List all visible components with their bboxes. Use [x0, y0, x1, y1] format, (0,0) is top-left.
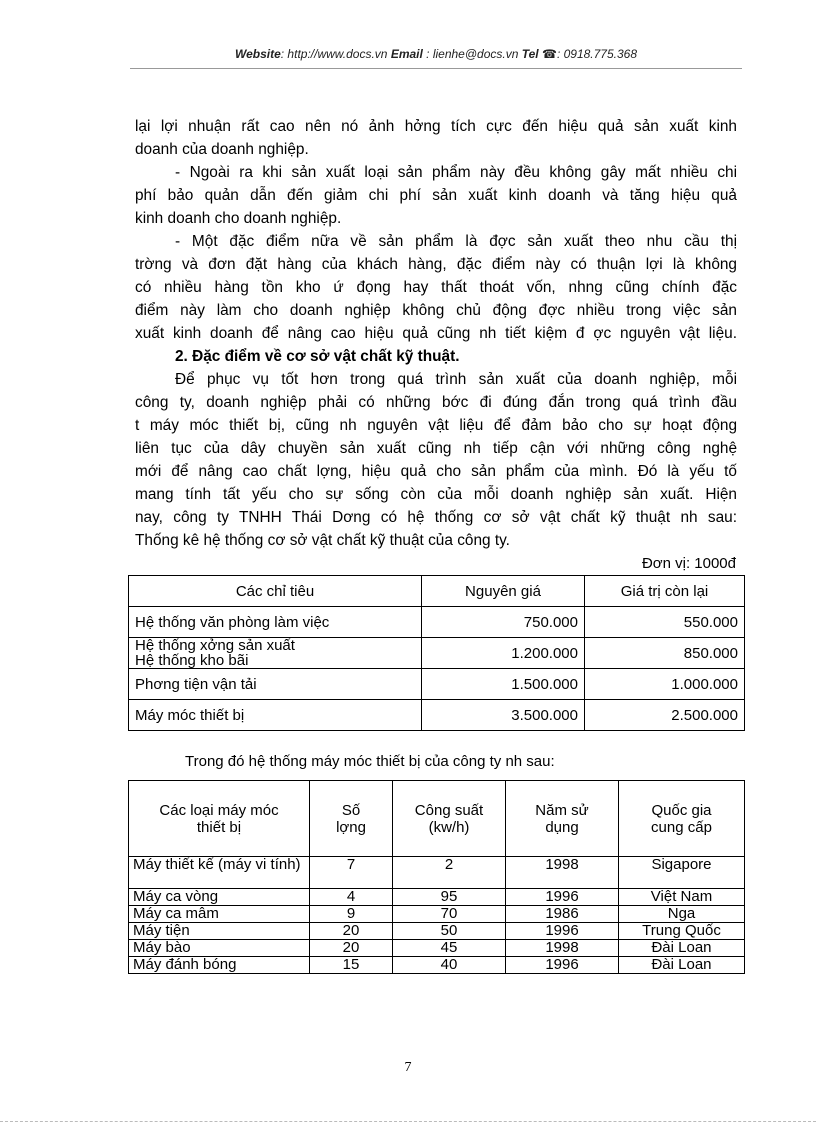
col-header — [310, 781, 393, 857]
table-cell: 45 — [393, 940, 506, 957]
col-header — [393, 781, 506, 857]
table-row — [129, 638, 745, 669]
table-cell: Máy ca mâm — [129, 906, 310, 923]
tel-label: Tel — [521, 47, 539, 61]
header-line: Các loại máy móc — [159, 801, 279, 819]
body-line: có nhiều hàng tồn kho ứ đọng hay thất thoát vốn, nhng cũng chính đặc — [135, 279, 737, 296]
table-header-row — [129, 781, 745, 857]
body-line: mới để nâng cao chất lợng, hiệu quả cho sản phẩm của mình. Đó là yếu tố — [135, 463, 737, 480]
table-cell: 1998 — [506, 857, 619, 889]
body-line: mang tính tất yếu cho sự sống còn của mỗi doanh nghiệp sản xuất. Hiện — [135, 486, 737, 503]
table-cell: Máy ca vòng — [129, 889, 310, 906]
table-cell: Phơng tiện vận tải — [129, 669, 422, 700]
body-line: điểm này làm cho doanh nghiệp không chủ động đợc nhiều trong việc sản — [135, 302, 737, 319]
col-header — [129, 781, 310, 857]
body-line: - Ngoài ra khi sản xuất loại sản phẩm này đều không gây mất nhiều chi — [175, 164, 737, 181]
table-cell: 40 — [393, 957, 506, 974]
table-cell: Trung Quốc — [619, 923, 745, 940]
table-row — [129, 857, 745, 889]
body-line: phí bảo quản dẫn đến giảm chi phí sản xuất kinh doanh và tăng hiệu quả — [135, 187, 737, 204]
table-header-row — [129, 576, 745, 607]
body-line: trờng và đơn đặt hàng của khách hàng, đặc điểm này có thuận lợi là không — [135, 256, 737, 273]
page-bottom-divider — [0, 1121, 816, 1122]
table-cell: 3.500.000 — [422, 700, 585, 731]
website-label: Website — [234, 47, 281, 61]
table-row — [129, 923, 745, 940]
table-cell: 9 — [310, 906, 393, 923]
table-cell: Máy đánh bóng — [129, 957, 310, 974]
equipment-table — [128, 780, 745, 974]
cell-line: Hệ thống kho bãi — [135, 652, 249, 669]
header-line: Số — [341, 801, 361, 819]
phone-icon: ☎ — [541, 47, 557, 61]
header-line: thiết bị — [196, 818, 242, 836]
table-cell: 70 — [393, 906, 506, 923]
body-line: xuất kinh doanh để nâng cao hiệu quả cũng nh tiết kiệm đ ợc nguyên vật liệu. — [135, 325, 737, 342]
table-row — [129, 669, 745, 700]
header-line: lợng — [336, 818, 366, 836]
body-line: lại lợi nhuận rất cao nên nó ảnh hởng tích cực đến hiệu quả sản xuất kinh — [135, 118, 737, 135]
header-line: Công suất — [414, 801, 484, 819]
table-cell: Nga — [619, 906, 745, 923]
col-header: Nguyên giá — [422, 576, 585, 607]
table-cell: Máy thiết kế (máy vi tính) — [129, 857, 310, 889]
body-line: nay, công ty TNHH Thái Dơng có hệ thống cơ sở vật chất kỹ thuật nh sau: — [135, 509, 737, 526]
table-cell: 1.500.000 — [422, 669, 585, 700]
table-cell: Đài Loan — [619, 940, 745, 957]
table-cell: Hệ thống văn phòng làm việc — [129, 607, 422, 638]
table-row — [129, 940, 745, 957]
table-cell: 1998 — [506, 940, 619, 957]
body-text — [135, 115, 737, 552]
table-cell — [129, 638, 422, 669]
table-cell: 1996 — [506, 957, 619, 974]
email-value: : lienhe@docs.vn — [422, 47, 522, 61]
equipment-caption: Trong đó hệ thống máy móc thiết bị của công ty nh sau: — [185, 753, 555, 770]
cell-line: Hệ thống xởng sản xuất — [135, 637, 295, 654]
header-line: cung cấp — [651, 818, 712, 836]
header-line: Quốc gia — [651, 801, 712, 819]
table-row — [129, 889, 745, 906]
email-label: Email — [390, 47, 423, 61]
body-line: liên tục của dây chuyền sản xuất cũng nh tiếp cận với những công nghệ — [135, 440, 737, 457]
table-cell: 850.000 — [585, 638, 745, 669]
table-cell: 1.200.000 — [422, 638, 585, 669]
table-cell: 1996 — [506, 923, 619, 940]
tel-value: : 0918.775.368 — [556, 47, 638, 61]
table-row — [129, 906, 745, 923]
col-header — [619, 781, 745, 857]
table-cell: 550.000 — [585, 607, 745, 638]
table-row — [129, 700, 745, 731]
body-line: công ty, doanh nghiệp phải có những bớc đi đúng đắn trong quá trình đầu — [135, 394, 737, 411]
header-line: (kw/h) — [428, 818, 470, 836]
header-divider — [130, 68, 742, 69]
body-line: - Một đặc điểm nữa về sản phẩm là đợc sản xuất theo nhu cầu thị — [175, 233, 737, 250]
table-cell: 50 — [393, 923, 506, 940]
table-cell: 750.000 — [422, 607, 585, 638]
table-row — [129, 607, 745, 638]
table-cell: Máy bào — [129, 940, 310, 957]
section-heading: 2. Đặc điểm về cơ sở vật chất kỹ thuật. — [175, 348, 460, 365]
header-line: Năm sử — [535, 801, 589, 819]
website-url: : http://www.docs.vn — [280, 47, 391, 61]
table-cell: 2 — [393, 857, 506, 889]
table-cell: 1.000.000 — [585, 669, 745, 700]
table-cell: 1996 — [506, 889, 619, 906]
table-cell: 15 — [310, 957, 393, 974]
col-header: Các chỉ tiêu — [129, 576, 422, 607]
body-line: Thống kê hệ thống cơ sở vật chất kỹ thuật của công ty. — [135, 532, 510, 549]
table-cell: Đài Loan — [619, 957, 745, 974]
table-cell: 20 — [310, 923, 393, 940]
unit-label: Đơn vị: 1000đ — [641, 555, 736, 572]
table-cell: Việt Nam — [619, 889, 745, 906]
table-cell: 4 — [310, 889, 393, 906]
header-line: dụng — [545, 818, 579, 836]
col-header — [506, 781, 619, 857]
table-row — [129, 957, 745, 974]
table-cell: 2.500.000 — [585, 700, 745, 731]
table-cell: Máy móc thiết bị — [129, 700, 422, 731]
table-cell: 20 — [310, 940, 393, 957]
body-line: t máy móc thiết bị, cũng nh nguyên vật liệu để đảm bảo cho sự hoạt động — [135, 417, 737, 434]
table-cell: 1986 — [506, 906, 619, 923]
table-cell: 95 — [393, 889, 506, 906]
facilities-table — [128, 575, 745, 731]
body-line: Để phục vụ tốt hơn trong quá trình sản xuất của doanh nghiệp, mỗi — [175, 371, 737, 388]
col-header: Giá trị còn lại — [585, 576, 745, 607]
table-cell: Máy tiện — [129, 923, 310, 940]
body-line: kinh doanh cho doanh nghiệp. — [135, 210, 342, 227]
page-number: 7 — [404, 1060, 412, 1075]
body-line: doanh của doanh nghiệp. — [135, 141, 309, 158]
table-cell: 7 — [310, 857, 393, 889]
page-header — [130, 47, 742, 61]
table-cell: Sigapore — [619, 857, 745, 889]
